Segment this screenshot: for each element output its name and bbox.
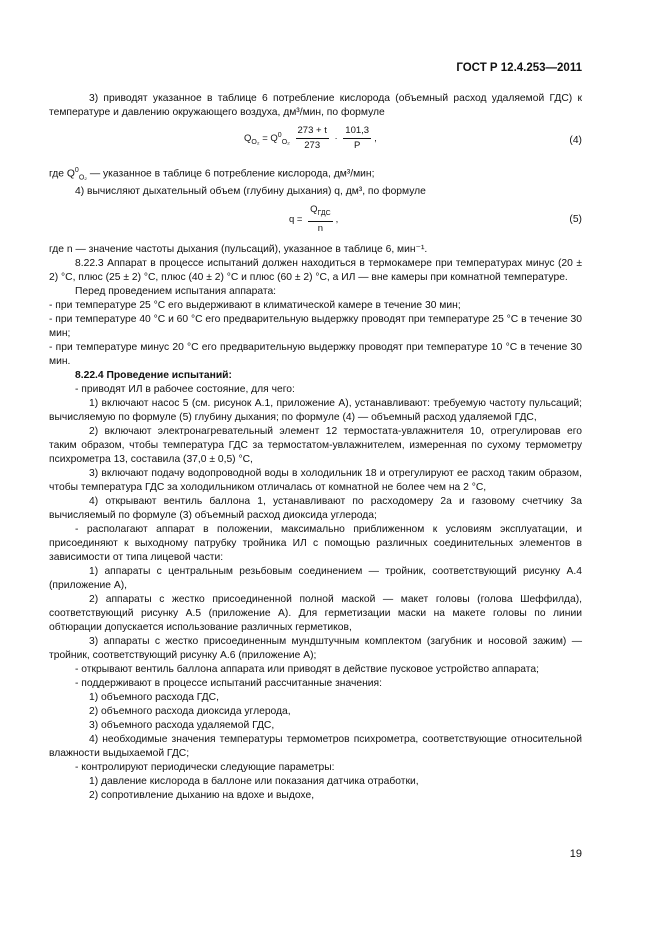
fraction: $\frac{273 + t}{273}$ [297, 125, 327, 151]
paragraph: 4) вычисляют дыхательный объем (глубину дыхания) q, дм³, по формуле [75, 186, 426, 198]
paragraph: - при температуре 25 °С его выдерживают в климатической камере в течение 30 мин; [49, 300, 461, 312]
section-heading: 8.22.4 Проведение испытаний: [75, 370, 232, 382]
fraction: $\frac{Q_{ГДС}}{n}$ [310, 204, 331, 235]
paragraph: - открывают вентиль баллона аппарата или приводят в действие пусковое устройство аппарата; [75, 664, 539, 676]
list-item: 1) включают насос 5 (см. рисунок А.1, приложение А), устанавливают: требуемую частоту пульсаций; вычисляемую по формуле (5) глубину дыхания; по формуле (4) — объемный расход удаляемой ГДС, [49, 398, 582, 424]
paragraph: где $Q^0_{O_2}$ — указанное в таблице 6 потребление кислорода, дм³/мин; [49, 167, 375, 182]
formula-number: (4) [569, 135, 582, 146]
paragraph: - контролируют периодически следующие параметры: [75, 762, 335, 774]
list-item: 1) аппараты с центральным резьбовым соединением — тройник, соответствующий рисунку А.4 (приложение А), [49, 566, 582, 592]
paragraph: - приводят ИЛ в рабочее состояние, для чего: [75, 384, 295, 396]
formula-symbol: Q [244, 133, 252, 145]
paragraph: где n — значение частоты дыхания (пульсаций), указанное в таблице 6, мин⁻¹. [49, 244, 428, 256]
page-body [49, 92, 582, 803]
list-item: 1) объемного расхода ГДС, [89, 692, 219, 704]
document-header: ГОСТ Р 12.4.253—2011 [456, 62, 582, 74]
paragraph: - при температуре минус 20 °С его предварительную выдержку проводят при температуре 10 °С в течение 30 мин. [49, 342, 582, 368]
list-item: 4) открывают вентиль баллона 1, устанавливают по расходомеру 2а и газовому счетчику 3а вычисляемый по формуле (3) объемный расход диоксида углерода; [49, 496, 582, 522]
list-item: 3) аппараты с жестко присоединенным мундштучным комплектом (загубник и носовой зажим) — тройник, соответствующий рисунку А.6 (приложение А); [49, 636, 582, 662]
paragraph: Перед проведением испытания аппарата: [75, 286, 277, 298]
formula-5: q = $\frac{Q_{ГДС}}{n}$ , (5) [289, 204, 582, 235]
paragraph: - при температуре 40 °С и 60 °С его предварительную выдержку проводят при температуре 25 °С в течение 30 мин; [49, 314, 582, 340]
list-item: 2) объемного расхода диоксида углерода, [89, 706, 291, 718]
list-item: 3) включают подачу водопроводной воды в холодильник 18 и отрегулируют ее расход таким образом, чтобы температура ГДС за холодильником отличалась от комнатной не более чем на 2 °С, [49, 468, 582, 494]
fraction: $\frac{101,3}{P}$ [345, 125, 370, 151]
paragraph: - располагают аппарат в положении, максимально приближенном к условиям эксплуатации, и присоединяют к выходному патрубку тройника ИЛ с помощью различных соединительных элементов в зависимости от типа лицевой части: [49, 524, 582, 564]
list-item: 4) необходимые значения температуры термометров психрометра, соответствующие относительной влажности выдыхаемой ГДС; [49, 734, 582, 760]
paragraph: 8.22.3 Аппарат в процессе испытаний должен находиться в термокамере при температурах минус (20 ± 2) °С, плюс (25 ± 2) °С, плюс (40 ± 2) °С и плюс (60 ± 2) °С, а ИЛ — вне камеры при комнатной температуре. [49, 258, 582, 284]
list-item: 2) сопротивление дыханию на вдохе и выдохе, [89, 790, 315, 802]
paragraph: 3) приводят указанное в таблице 6 потребление кислорода (объемный расход удаляемой ГДС) к температуре и давлению окружающего воздуха, дм³/мин, по формуле [49, 93, 582, 118]
list-item: 3) объемного расхода удаляемой ГДС, [89, 720, 275, 732]
list-item: 1) давление кислорода в баллоне или показания датчика отработки, [89, 776, 419, 788]
list-item: 2) включают электронагревательный элемент 12 термостата-увлажнителя 10, отрегулировав его таким образом, чтобы температура ГДС за термостатом-увлажнителем, измеренная по сухому термометру психрометра 13, составила (37,0 ± 0,5) °С, [49, 426, 582, 466]
list-item: 2) аппараты с жестко присоединенной полной маской — макет головы (голова Шеффилда), соответствующий рисунку А.5 (приложение А). Для герметизации маски на макете головы по линии обтюрации допускается использование различных герметиков, [49, 594, 582, 634]
formula-4: $Q_{O_2} = Q^0_{O_2}$ $\frac{273 + t}{273}$ · $\frac{101,3}{P}$ , (4) [244, 125, 582, 151]
paragraph: - поддерживают в процессе испытаний рассчитанные значения: [75, 678, 382, 690]
formula-number: (5) [569, 214, 582, 226]
page-number: 19 [569, 848, 582, 860]
